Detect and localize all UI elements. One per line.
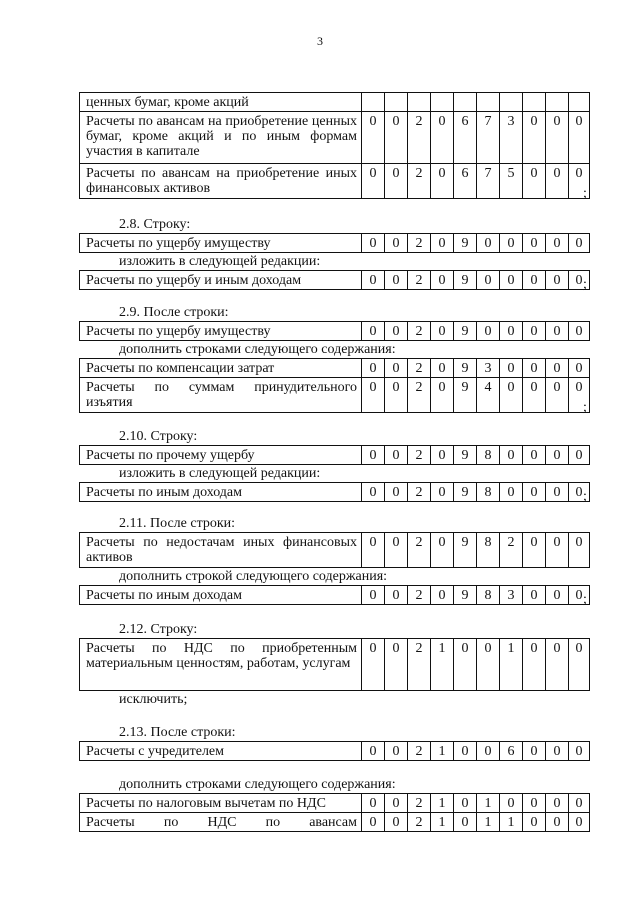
code-digit: 0	[385, 359, 408, 378]
table-row	[80, 164, 590, 199]
code-digit: 2	[500, 533, 523, 568]
code-digit: 3	[500, 112, 523, 164]
code-digit: 0	[523, 378, 546, 413]
table-row	[80, 446, 590, 465]
code-digit: 0	[523, 322, 546, 341]
code-digit: 0	[500, 359, 523, 378]
code-digit: 0	[477, 322, 500, 341]
code-digit: 0	[523, 483, 546, 502]
code-digit: 0	[546, 378, 569, 413]
code-digit: 0	[385, 164, 408, 199]
code-digit: 0	[569, 742, 590, 761]
account-label: Расчеты по ущербу имуществу	[80, 234, 362, 253]
table-row	[80, 639, 590, 691]
account-label: Расчеты по иным доходам	[80, 483, 362, 502]
code-digit: 0	[546, 813, 569, 832]
code-digit: 0	[362, 234, 385, 253]
code-digit: 0	[546, 639, 569, 691]
code-digit: 0	[569, 164, 590, 199]
table-row	[80, 533, 590, 568]
code-digit: 0	[546, 483, 569, 502]
table-row	[80, 483, 590, 502]
code-digit: 0	[500, 446, 523, 465]
code-digit	[431, 93, 454, 112]
code-digit: 0	[546, 112, 569, 164]
section	[79, 515, 599, 605]
code-digit: 9	[454, 271, 477, 290]
semicolon: ;	[583, 400, 587, 415]
code-table-grid	[79, 585, 590, 605]
instruction-text: дополнить строками следующего содержания:	[119, 777, 396, 792]
code-digit: 0	[431, 378, 454, 413]
code-digit	[523, 93, 546, 112]
code-digit: 9	[454, 483, 477, 502]
code-digit: 0	[385, 322, 408, 341]
account-label: Расчеты по НДС по авансам	[80, 813, 362, 832]
section	[79, 724, 599, 761]
code-digit: 0	[569, 234, 590, 253]
code-digit: 4	[477, 378, 500, 413]
code-digit: 2	[408, 794, 431, 813]
code-digit: 2	[408, 813, 431, 832]
code-digit	[477, 93, 500, 112]
account-label: Расчеты по НДС по приобретенным материальным ценностям, работам, услугам	[80, 639, 362, 691]
code-table	[79, 532, 583, 568]
code-digit: 0	[454, 794, 477, 813]
code-digit	[408, 93, 431, 112]
page-number: 3	[317, 34, 323, 48]
account-label: Расчеты по иным доходам	[80, 586, 362, 605]
section	[79, 776, 599, 832]
code-digit: 0	[523, 164, 546, 199]
code-digit: 2	[408, 483, 431, 502]
code-digit: 2	[408, 742, 431, 761]
code-digit: 1	[431, 742, 454, 761]
section-heading: 2.12. Строку:	[119, 622, 198, 637]
code-table	[79, 741, 583, 761]
code-digit: 0	[385, 813, 408, 832]
code-table	[79, 321, 583, 341]
code-digit: 7	[477, 112, 500, 164]
table-row	[80, 794, 590, 813]
code-table-grid	[79, 321, 590, 341]
code-digit: 2	[408, 639, 431, 691]
account-label: Расчеты с учредителем	[80, 742, 362, 761]
code-digit: 0	[362, 639, 385, 691]
code-digit: 7	[477, 164, 500, 199]
table-row	[80, 359, 590, 378]
code-digit: 0	[431, 112, 454, 164]
code-digit: 9	[454, 322, 477, 341]
code-digit: 0	[523, 112, 546, 164]
code-table	[79, 358, 587, 415]
code-table	[79, 270, 587, 292]
code-digit: 1	[500, 813, 523, 832]
instruction-text: изложить в следующей редакции:	[119, 466, 321, 481]
code-digit: 8	[477, 483, 500, 502]
instruction-text: дополнить строками следующего содержания:	[119, 342, 396, 357]
code-digit: 1	[431, 794, 454, 813]
code-digit: 0	[500, 271, 523, 290]
section-heading: 2.13. После строки:	[119, 725, 236, 740]
code-digit: 0	[569, 533, 590, 568]
code-digit: 0	[385, 794, 408, 813]
code-digit: 0	[431, 446, 454, 465]
code-table-grid	[79, 741, 590, 761]
code-digit: 1	[431, 639, 454, 691]
code-digit: 0	[385, 533, 408, 568]
code-digit: 0	[523, 359, 546, 378]
code-digit	[500, 93, 523, 112]
code-digit: 0	[385, 446, 408, 465]
account-label: ценных бумаг, кроме акций	[80, 93, 362, 112]
code-digit: 2	[408, 533, 431, 568]
code-digit: 0	[431, 164, 454, 199]
code-digit: 8	[477, 446, 500, 465]
account-label: Расчеты по компенсации затрат	[80, 359, 362, 378]
section-heading: 2.8. Строку:	[119, 217, 191, 232]
code-digit: 0	[569, 586, 590, 605]
code-digit: 0	[500, 483, 523, 502]
code-digit: 0	[569, 112, 590, 164]
code-digit: 1	[431, 813, 454, 832]
instruction-text: исключить;	[119, 692, 188, 707]
code-digit: 8	[477, 586, 500, 605]
code-digit: 0	[454, 639, 477, 691]
code-digit: 0	[431, 322, 454, 341]
code-digit: 0	[477, 742, 500, 761]
code-digit: 0	[362, 446, 385, 465]
code-digit: 0	[523, 234, 546, 253]
code-digit: 9	[454, 586, 477, 605]
table-row	[80, 234, 590, 253]
code-digit: 0	[500, 794, 523, 813]
table-row	[80, 112, 590, 164]
code-digit: 0	[569, 794, 590, 813]
code-digit: 0	[431, 586, 454, 605]
code-digit: 0	[431, 234, 454, 253]
code-table	[79, 482, 587, 504]
code-digit: 0	[523, 813, 546, 832]
account-label: Расчеты по авансам на приобретение иных финансовых активов	[80, 164, 362, 199]
code-table	[79, 92, 587, 201]
code-digit: 0	[431, 271, 454, 290]
code-digit: 1	[500, 639, 523, 691]
code-digit: 0	[454, 742, 477, 761]
code-digit: 0	[431, 359, 454, 378]
instruction-text: изложить в следующей редакции:	[119, 254, 321, 269]
code-digit: 8	[477, 533, 500, 568]
code-table-grid	[79, 638, 590, 691]
code-digit: 0	[569, 322, 590, 341]
code-digit: 0	[362, 483, 385, 502]
section	[79, 304, 599, 413]
code-digit: 1	[477, 794, 500, 813]
code-digit: 0	[546, 794, 569, 813]
code-digit: 3	[500, 586, 523, 605]
code-digit	[569, 93, 590, 112]
code-digit: 0	[523, 271, 546, 290]
code-digit: 0	[546, 322, 569, 341]
code-digit: 2	[408, 234, 431, 253]
code-digit: 0	[523, 794, 546, 813]
code-digit: 2	[408, 112, 431, 164]
code-digit	[454, 93, 477, 112]
code-table	[79, 585, 587, 607]
code-digit: 0	[362, 271, 385, 290]
section	[79, 92, 599, 199]
code-digit: 0	[546, 742, 569, 761]
code-digit: 2	[408, 164, 431, 199]
code-digit: 9	[454, 446, 477, 465]
table-row	[80, 271, 590, 290]
semicolon: ;	[583, 186, 587, 201]
code-table	[79, 233, 583, 253]
code-digit: 0	[362, 586, 385, 605]
code-digit: 0	[546, 359, 569, 378]
code-digit: 0	[385, 483, 408, 502]
code-table	[79, 638, 583, 691]
code-digit: 0	[500, 234, 523, 253]
account-label: Расчеты по налоговым вычетам по НДС	[80, 794, 362, 813]
code-digit: 0	[523, 533, 546, 568]
code-digit: 0	[569, 446, 590, 465]
code-digit: 0	[385, 234, 408, 253]
code-digit: 3	[477, 359, 500, 378]
section	[79, 621, 599, 708]
code-digit: 0	[546, 533, 569, 568]
table-row	[80, 742, 590, 761]
table-row	[80, 322, 590, 341]
code-digit: 0	[523, 742, 546, 761]
code-digit: 9	[454, 359, 477, 378]
code-digit: 9	[454, 378, 477, 413]
code-digit: 0	[362, 533, 385, 568]
code-digit: 0	[362, 794, 385, 813]
semicolon: ;	[583, 592, 587, 607]
code-digit: 0	[477, 234, 500, 253]
account-label: Расчеты по суммам принудительного изъятия	[80, 378, 362, 413]
code-digit: 1	[477, 813, 500, 832]
semicolon: ;	[583, 489, 587, 504]
code-table	[79, 793, 583, 832]
table-row	[80, 378, 590, 413]
code-digit: 0	[477, 639, 500, 691]
code-digit: 0	[362, 813, 385, 832]
code-digit: 0	[362, 112, 385, 164]
code-digit: 0	[385, 112, 408, 164]
section-heading: 2.10. Строку:	[119, 429, 198, 444]
table-row	[80, 813, 590, 832]
code-table-grid	[79, 445, 590, 465]
code-digit: 0	[362, 359, 385, 378]
section-heading: 2.11. После строки:	[119, 516, 236, 531]
code-digit: 5	[500, 164, 523, 199]
code-digit	[362, 93, 385, 112]
code-digit: 2	[408, 446, 431, 465]
account-label: Расчеты по ущербу и иным доходам	[80, 271, 362, 290]
code-digit: 0	[500, 378, 523, 413]
table-row	[80, 586, 590, 605]
code-digit: 2	[408, 586, 431, 605]
code-digit: 2	[408, 378, 431, 413]
code-table-grid	[79, 482, 590, 502]
code-digit: 0	[569, 813, 590, 832]
code-digit: 0	[546, 271, 569, 290]
account-label: Расчеты по недостачам иных финансовых активов	[80, 533, 362, 568]
code-digit: 6	[500, 742, 523, 761]
code-table-grid	[79, 358, 590, 413]
code-table-grid	[79, 233, 590, 253]
code-digit: 0	[362, 742, 385, 761]
code-digit: 0	[523, 446, 546, 465]
code-digit: 0	[523, 639, 546, 691]
code-table-grid	[79, 532, 590, 568]
instruction-text: дополнить строкой следующего содержания:	[119, 569, 388, 584]
account-label: Расчеты по авансам на приобретение ценных бумаг, кроме акций и по иным формам участия в капитале	[80, 112, 362, 164]
code-digit: 0	[569, 359, 590, 378]
code-table-grid	[79, 793, 590, 832]
code-digit	[385, 93, 408, 112]
code-digit: 0	[385, 742, 408, 761]
code-digit: 0	[546, 164, 569, 199]
code-digit: 6	[454, 112, 477, 164]
code-digit: 2	[408, 359, 431, 378]
code-digit: 2	[408, 271, 431, 290]
code-digit: 0	[431, 533, 454, 568]
code-digit: 0	[523, 586, 546, 605]
code-digit: 0	[546, 586, 569, 605]
code-digit: 0	[385, 271, 408, 290]
code-table-grid	[79, 92, 590, 199]
code-digit	[546, 93, 569, 112]
code-digit: 0	[546, 446, 569, 465]
code-digit: 0	[385, 639, 408, 691]
code-digit: 0	[454, 813, 477, 832]
section	[79, 428, 599, 502]
code-digit: 0	[362, 378, 385, 413]
code-table-grid	[79, 270, 590, 290]
code-digit: 0	[500, 322, 523, 341]
code-digit: 0	[569, 378, 590, 413]
account-label: Расчеты по прочему ущербу	[80, 446, 362, 465]
account-label: Расчеты по ущербу имуществу	[80, 322, 362, 341]
code-digit: 0	[385, 378, 408, 413]
code-digit: 0	[569, 271, 590, 290]
code-digit: 0	[362, 322, 385, 341]
code-digit: 0	[569, 483, 590, 502]
code-digit: 0	[477, 271, 500, 290]
code-digit: 0	[546, 234, 569, 253]
code-digit: 9	[454, 234, 477, 253]
code-table	[79, 445, 583, 465]
code-digit: 9	[454, 533, 477, 568]
code-digit: 2	[408, 322, 431, 341]
section-heading: 2.9. После строки:	[119, 305, 229, 320]
table-row	[80, 93, 590, 112]
code-digit: 0	[385, 586, 408, 605]
code-digit: 0	[362, 164, 385, 199]
code-digit: 6	[454, 164, 477, 199]
section	[79, 216, 599, 290]
code-digit: 0	[569, 639, 590, 691]
code-digit: 0	[431, 483, 454, 502]
semicolon: ;	[583, 277, 587, 292]
